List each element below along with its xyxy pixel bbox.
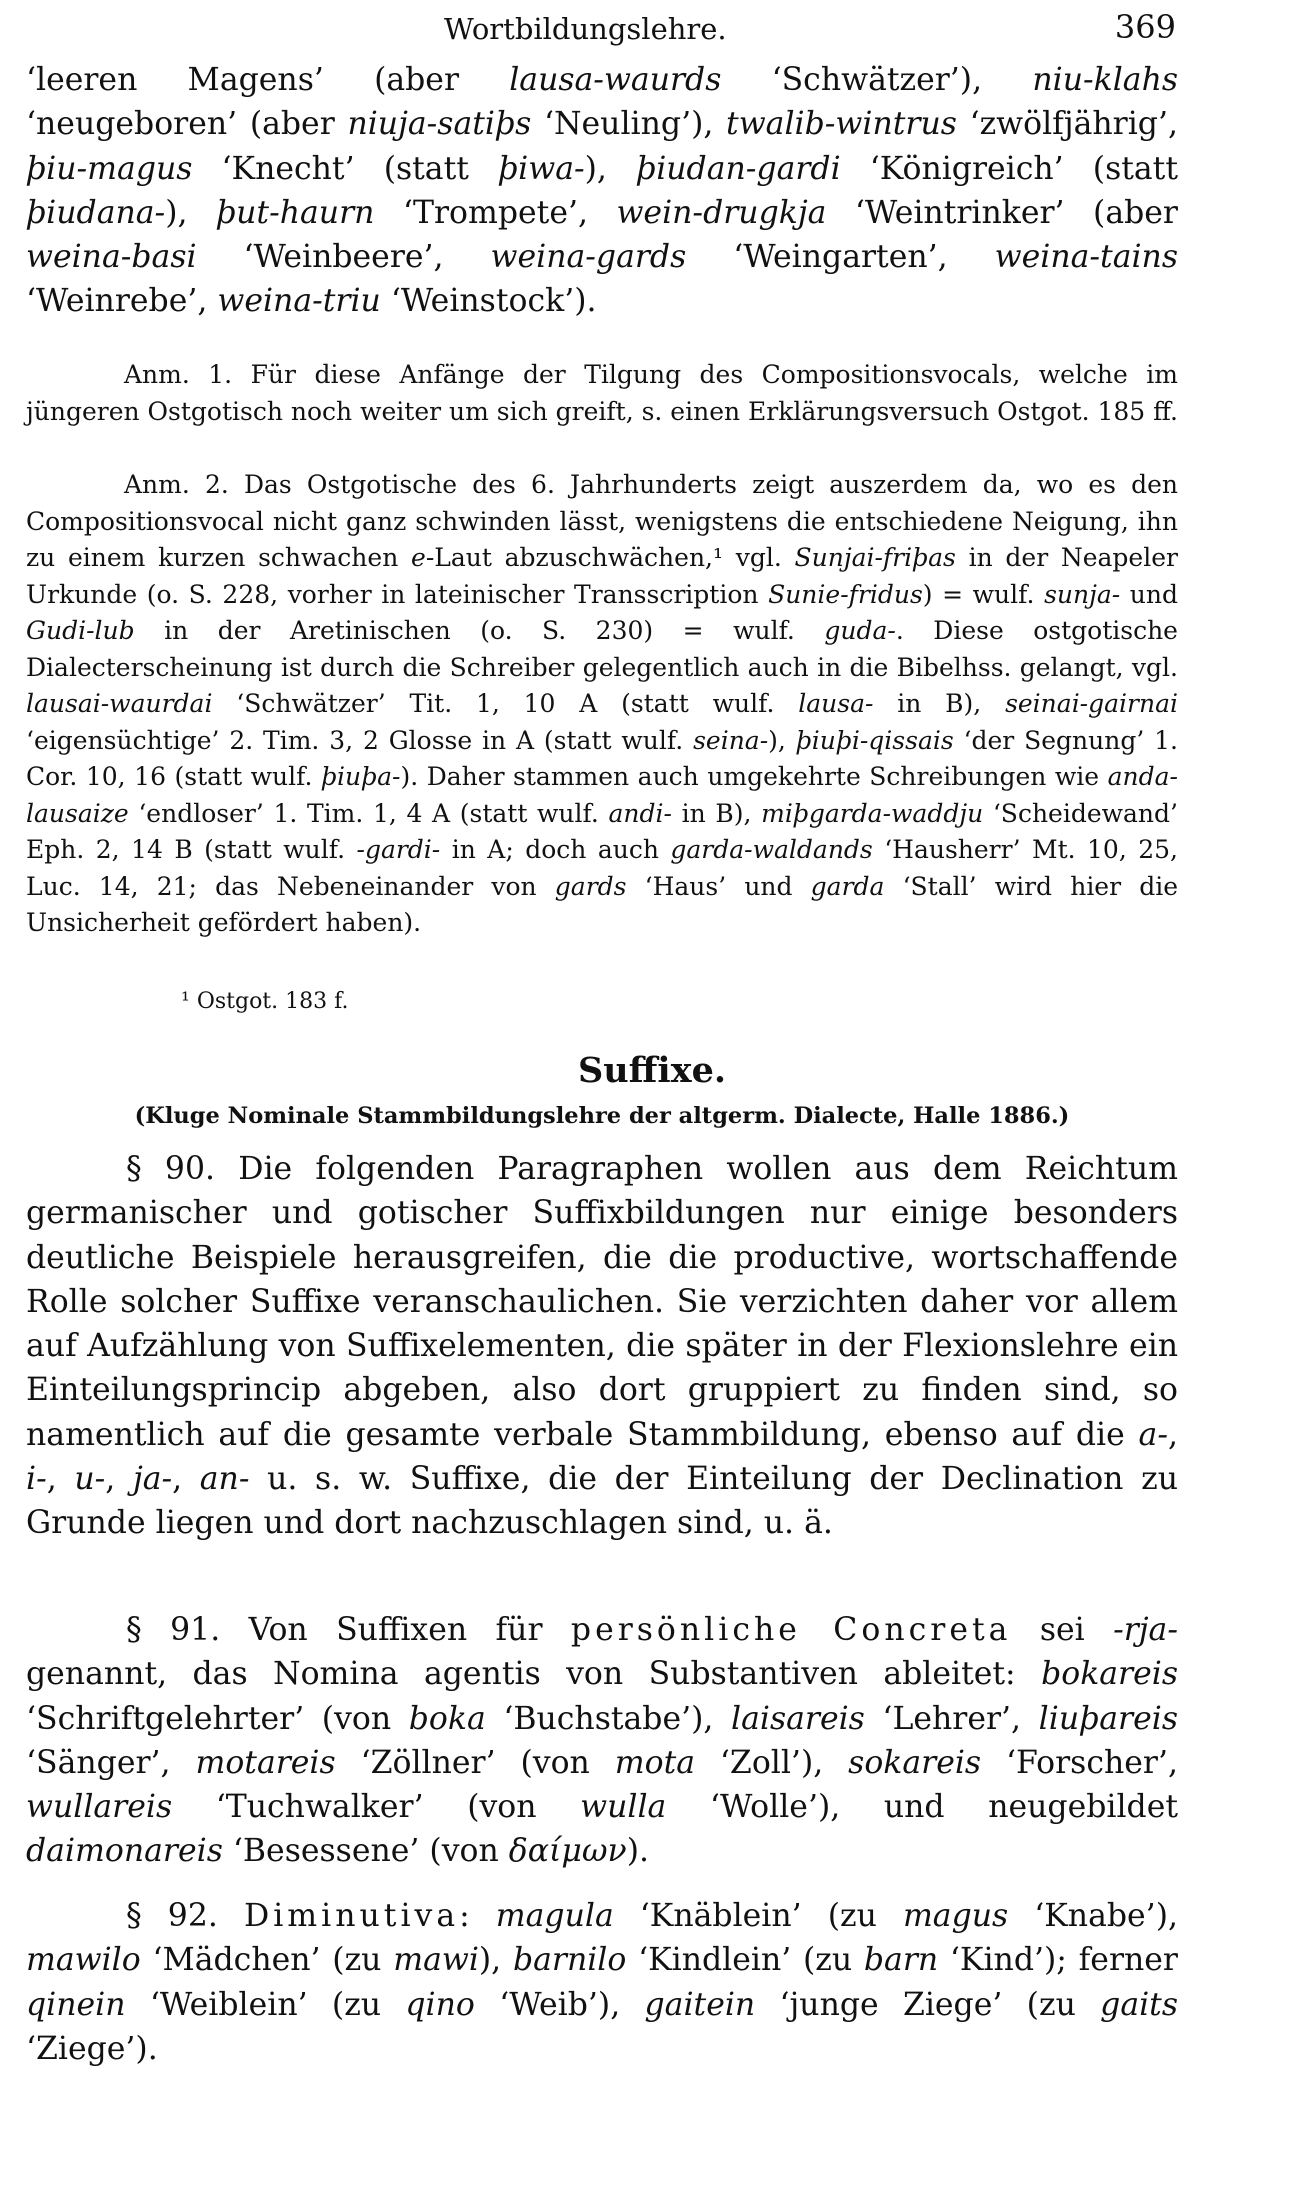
italic-term: anda-lausaize [26,762,1178,828]
running-header [420,8,1176,48]
footnote [26,984,1178,1021]
paragraph-text: § 90. Die folgenden Paragraphen wollen aus dem Reichtum germanischer und gotischer Suffixbildungen nur einige besonders deutliche Beispiele herausgreifen, die die productive, wortschaffende Rolle solcher Suffixe veranschaulichen. Sie verzichten daher vor allem auf Aufzählung von Suffixelementen, die später in der Flexionslehre ein Einteilungsprincip abgeben, also dort gruppiert zu finden sind, so namentlich auf die gesamte verbale Stammbildung, ebenso auf die a-, i-, u-, ja-, an- u. s. w. Suffixe, die der Einteilung der Declination zu Grunde liegen und dort nachzuschlagen sind, u. ä. [26,1151,1178,1542]
italic-term: wullareis [26,1789,173,1826]
italic-term: wein-drugkja [616,194,827,231]
italic-term: qino [405,1986,475,2023]
italic-term: þiudana- [26,194,166,231]
italic-term: þiwa- [498,150,585,187]
paragraph-text: § 92. Diminutiva: magula ‘Knäblein’ (zu magus ‘Knabe’), mawilo ‘Mädchen’ (zu mawi), barnilo ‘Kindlein’ (zu barn ‘Kind’); ferner qinein ‘Weiblein’ (zu qino ‘Weib’), gaitein ‘junge Ziege’ (zu gaits ‘Ziege’). [26,1898,1178,2067]
italic-term: garda-waldands [670,835,873,864]
paragraph-90 [26,1147,1178,1546]
italic-term: sokareis [848,1744,982,1781]
italic-term: -rja- [1113,1612,1178,1648]
italic-term: i- [26,1461,47,1498]
italic-term: mawi [393,1942,479,1979]
section-source-reference: (Kluge Nominale Stammbildungslehre der altgerm. Dialecte, Halle 1886.) [134,1103,1070,1129]
italic-term: guda- [824,616,896,645]
paragraph-compounds-continued [26,58,1178,324]
italic-term: weina-gards [490,239,687,276]
footnote-text: ¹ Ostgot. 183 f. [181,989,349,1014]
italic-term: þiudan-gardi [636,150,841,187]
italic-term: þut-haurn [215,194,375,231]
italic-term: mota [614,1744,696,1781]
italic-term: magula [495,1898,614,1934]
italic-term: daimonareis [26,1833,223,1870]
italic-term: motareis [195,1744,336,1781]
italic-term: þiu-magus [26,150,193,187]
italic-term: niuja-satiþs [347,106,532,143]
italic-term: lausa-waurds [509,62,722,98]
italic-term: Sunjai-friþas [794,543,956,572]
italic-term: boka [408,1700,486,1737]
paragraph-92 [26,1894,1178,2071]
italic-term: -gardi- [356,835,441,864]
italic-term: an- [199,1461,250,1498]
note-text: Anm. 2. Das Ostgotische des 6. Jahrhunderts zeigt auszerdem da, wo es den Compositionsvocal nicht ganz schwinden lässt, wenigstens die entschiedene Neigung, ihn zu einem kurzen schwachen e-Laut abzuschwächen,¹ vgl. Sunjai-friþas in der Neapeler Urkunde (o. S. 228, vorher in lateinischer Transscription Sunie-fridus) = wulf. sunja- und Gudi-lub in der Aretinischen (o. S. 230) = wulf. guda-. Diese ostgotische Dialecterscheinung ist durch die Schreiber gelegentlich auch in die Bibelhss. gelangt, vgl. lausai-waurdai ‘Schwätzer’ Tit. 1, 10 A (statt wulf. lausa- in B), seinai-gairnai ‘eigensüchtige’ 2. Tim. 3, 2 Glosse in A (statt wulf. seina-), þiuþi-qissais ‘der Segnung’ 1. Cor. 10, 16 (statt wulf. þiuþa-). Daher stammen auch umgekehrte Schreibungen wie anda-lausaize ‘endloser’ 1. Tim. 1, 4 A (statt wulf. andi- in B), miþgarda-waddju ‘Scheidewand’ Eph. 2, 14 B (statt wulf. -gardi- in A; doch auch garda-waldands ‘Hausherr’ Mt. 10, 25, Luc. 14, 21; das Nebeneinander von gards ‘Haus’ und garda ‘Stall’ wird hier die Unsicherheit gefördert haben). [26,470,1179,937]
spaced-emphasis: persönliche Concreta [570,1612,1012,1648]
italic-term: Sunie-fridus [768,579,923,609]
italic-term: garda [810,871,885,901]
italic-term: sunja- [1044,579,1121,609]
italic-term: δαίμων [508,1833,627,1870]
page-number: 369 [1114,8,1176,46]
note-anm-1 [26,357,1178,430]
italic-term: lausai-waurdai [26,689,213,718]
italic-term: twalib-wintrus [726,106,957,143]
spaced-emphasis: Diminutiva [243,1898,460,1934]
italic-term: gaits [1100,1986,1178,2023]
italic-term: niu-klahs [1032,62,1179,98]
italic-term: ja- [132,1461,173,1498]
italic-term: barn [863,1942,939,1979]
italic-term: mawilo [26,1942,141,1979]
italic-term: andi- [608,798,672,828]
italic-term: laisareis [731,1700,865,1737]
italic-term: weina-tains [994,239,1178,276]
italic-term: seina- [693,725,769,755]
italic-term: Gudi-lub [26,616,135,645]
paragraph-text: ‘leeren Magens’ (aber lausa-waurds ‘Schwätzer’), niu-klahs ‘neugeboren’ (aber niuja-satiþs ‘Neuling’), twalib-wintrus ‘zwölfjährig’, þiu-magus ‘Knecht’ (statt þiwa-), þiudan-gardi ‘Königreich’ (statt þiudana-), þut-haurn ‘Trompete’, wein-drugkja ‘Weintrinker’ (aber weina-basi ‘Weinbeere’, weina-gards ‘Weingarten’, weina-tains ‘Weinrebe’, weina-triu ‘Weinstock’). [26,62,1179,320]
italic-term: weina-basi [26,239,197,276]
paragraph-91 [26,1608,1178,1874]
italic-term: þiuþa- [321,762,401,791]
running-title: Wortbildungslehre. [444,12,727,46]
italic-term: weina-triu [217,283,381,320]
italic-term: magus [902,1898,1009,1934]
italic-term: gaitein [644,1986,756,2023]
italic-term: seinai-gairnai [1005,689,1178,718]
paragraph-text: § 91. Von Suffixen für persönliche Concreta sei -rja- genannt, das Nomina agentis von Substantiven ableitet: bokareis ‘Schriftgelehrter’ (von boka ‘Buchstabe’), laisareis ‘Lehrer’, liuþareis ‘Sänger’, motareis ‘Zöllner’ (von mota ‘Zoll’), sokareis ‘Forscher’, wullareis ‘Tuchwalker’ (von wulla ‘Wolle’), und neugebildet daimonareis ‘Besessene’ (von δαίμων). [26,1612,1179,1870]
italic-term: qinein [26,1986,126,2023]
italic-term: lausa- [798,689,874,718]
section-heading: Suffixe. [577,1050,727,1091]
italic-term: gards [554,871,627,901]
italic-term: a- [1138,1416,1168,1453]
italic-term: barnilo [512,1942,627,1979]
italic-term: liuþareis [1038,1700,1178,1737]
italic-term: þiuþi-qissais [795,725,954,755]
italic-term: u- [74,1461,106,1498]
note-anm-2 [26,467,1178,942]
italic-term: wulla [580,1789,667,1826]
italic-term: bokareis [1041,1656,1178,1693]
note-text: Anm. 1. Für diese Anfänge der Tilgung des Compositionsvocals, welche im jüngeren Ostgotisch noch weiter um sich greift, s. einen Erklärungsversuch Ostgot. 185 ff. [26,360,1178,426]
italic-term: miþgarda-waddju [761,798,984,828]
italic-term: e [411,543,426,572]
